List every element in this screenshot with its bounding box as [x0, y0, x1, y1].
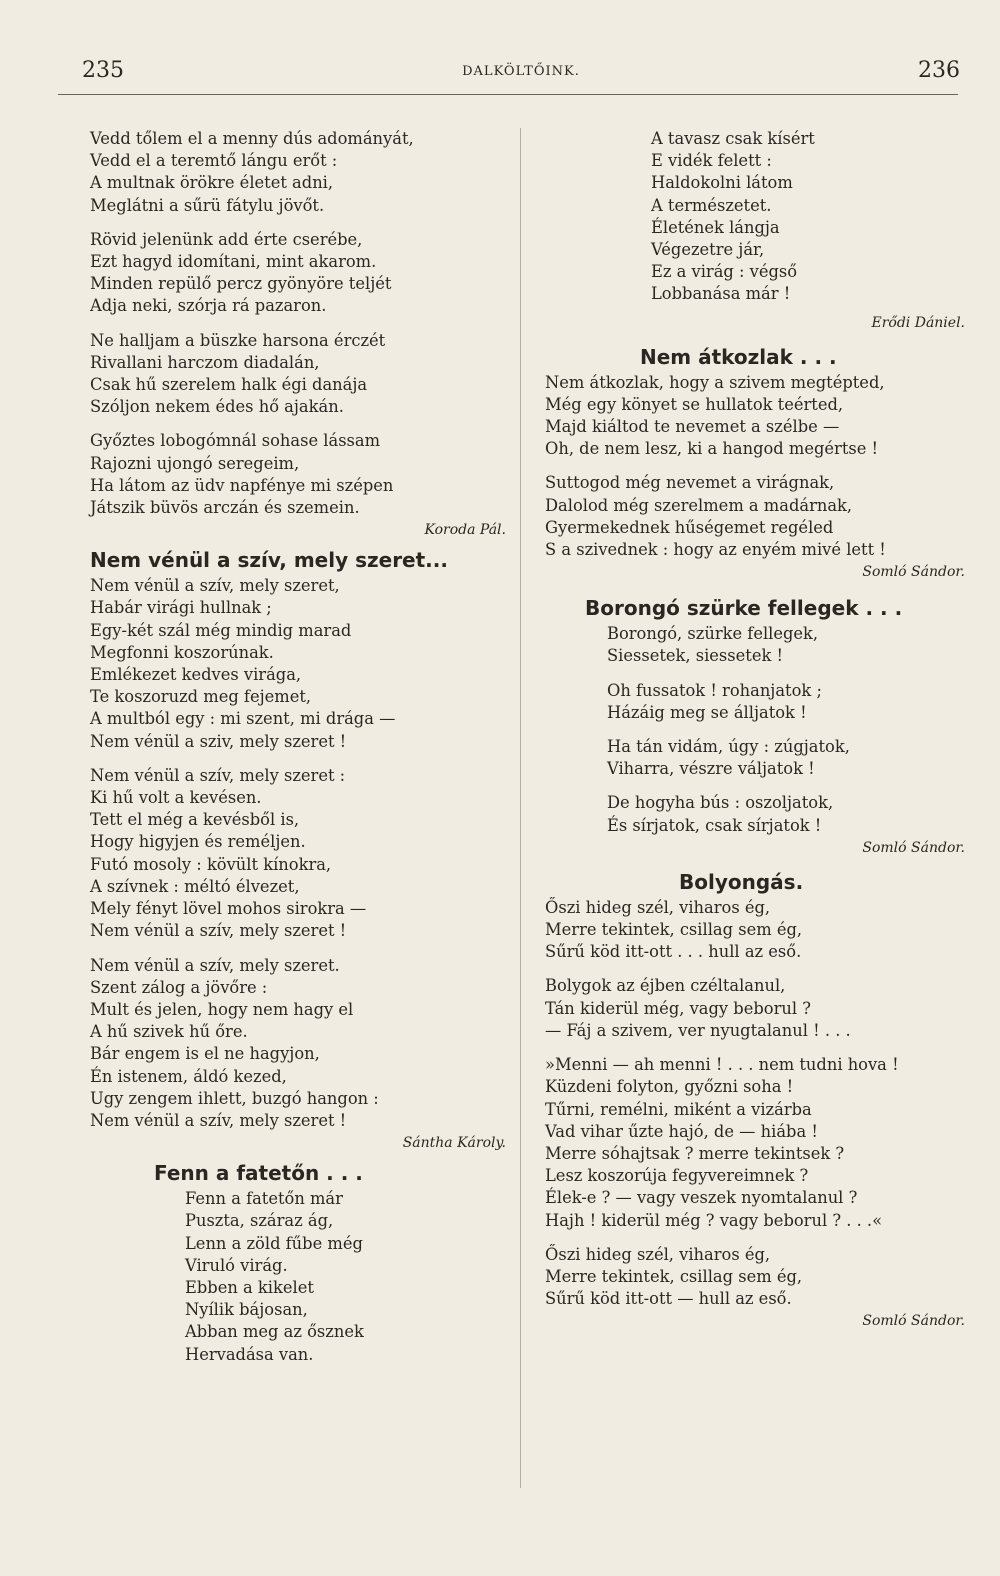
verse-line: Bár engem is el ne hagyjon, — [90, 1044, 320, 1064]
poem2-author: Sántha Károly. — [402, 1135, 506, 1152]
poem5-stanza2 — [545, 680, 965, 724]
verse-line: Élek-e ? — vagy veszek nyomtalanul ? — [545, 1188, 858, 1208]
verse-line: Játszik büvös arczán és szemein. — [90, 498, 360, 518]
verse-line: Mult és jelen, hogy nem hagy el — [90, 999, 354, 1019]
poem6-stanza3 — [545, 1054, 965, 1232]
poem5-title: Borongó szürke fellegek . . . — [585, 596, 903, 621]
poem1-stanza2 — [90, 229, 506, 318]
verse-line: Dalolod még szerelmem a madárnak, — [545, 495, 853, 515]
right-page-number: 236 — [918, 58, 960, 83]
poem6-author: Somló Sándor. — [862, 1313, 965, 1330]
verse-line: Adja neki, szórja rá pazaron. — [90, 296, 327, 316]
verse-line: Sűrű köd itt-ott . . . hull az eső. — [545, 942, 802, 962]
verse-line: Suttogod még nevemet a virágnak, — [545, 473, 835, 493]
verse-line: S a szivednek : hogy az enyém mivé lett ! — [545, 540, 886, 560]
verse-line: Tán kiderül még, vagy beborul ? — [545, 998, 811, 1018]
verse-line: Siessetek, siessetek ! — [607, 646, 784, 666]
verse-line: Merre sóhajtsak ? merre tekintsek ? — [545, 1143, 845, 1163]
verse-line: Én istenem, áldó kezed, — [90, 1066, 287, 1086]
verse-line: Ezt hagyd idomítani, mint akarom. — [90, 252, 377, 272]
verse-line: Végezetre jár, — [651, 240, 765, 260]
verse-line: »Menni — ah menni ! . . . nem tudni hova ! — [545, 1055, 899, 1075]
verse-line: Őszi hideg szél, viharos ég, — [545, 897, 771, 917]
verse-line: Csak hű szerelem halk égi danája — [90, 375, 368, 395]
poem1-stanza3 — [90, 330, 506, 419]
verse-line: Életének lángja — [651, 217, 780, 237]
verse-line: Hajh ! kiderül még ? vagy beborul ? . . .« — [545, 1210, 883, 1230]
verse-line: Szóljon nekem édes hő ajakán. — [90, 397, 344, 417]
poem3-stanza2 — [545, 128, 965, 306]
verse-line: Gyermekednek hűségemet regéled — [545, 517, 834, 537]
verse-line: Fenn a fatetőn már — [185, 1189, 343, 1209]
verse-line: Ebben a kikelet — [185, 1277, 314, 1297]
verse-line: A természetet. — [651, 195, 772, 215]
verse-line: Te koszoruzd meg fejemet, — [90, 687, 312, 707]
verse-line: Mely fényt lövel mohos sirokra — — [90, 899, 367, 919]
verse-line: Házáig meg se álljatok ! — [607, 702, 807, 722]
verse-line: — Fáj a szivem, ver nyugtalanul ! . . . — [545, 1020, 851, 1040]
page-header — [82, 58, 960, 92]
poem2-stanza3 — [90, 955, 506, 1133]
poem2-title: Nem vénül a szív, mely szeret... — [90, 548, 448, 573]
header-rule — [58, 94, 958, 95]
left-column — [90, 128, 506, 1366]
verse-line: Ha látom az üdv napfénye mi szépen — [90, 475, 394, 495]
verse-line: Puszta, száraz ág, — [185, 1211, 334, 1231]
poem6-stanza1 — [545, 897, 965, 964]
verse-line: Nyílik bájosan, — [185, 1300, 308, 1320]
verse-line: Még egy könyet se hullatok teérted, — [545, 394, 844, 414]
poem6-stanza4 — [545, 1244, 965, 1311]
verse-line: De hogyha bús : oszoljatok, — [607, 793, 834, 813]
poem3-stanza1 — [90, 1188, 506, 1366]
verse-line: Merre tekintek, csillag sem ég, — [545, 1266, 803, 1286]
right-column — [545, 128, 965, 1332]
poem4-stanza2 — [545, 472, 965, 561]
verse-line: Ne halljam a büszke harsona érczét — [90, 330, 386, 350]
verse-line: Emlékezet kedves virága, — [90, 665, 302, 685]
verse-line: Nem vénül a sziv, mely szeret ! — [90, 731, 347, 751]
verse-line: Haldokolni látom — [651, 173, 793, 193]
verse-line: Meglátni a sűrü fátylu jövőt. — [90, 195, 325, 215]
poem2-stanza2 — [90, 765, 506, 943]
verse-line: Habár virági hullnak ; — [90, 598, 272, 618]
poem1-stanza1 — [90, 128, 506, 217]
verse-line: Nem vénül a szív, mely szeret. — [90, 955, 340, 975]
poem1-author: Koroda Pál. — [424, 522, 506, 539]
verse-line: A hű szivek hű őre. — [90, 1022, 248, 1042]
verse-line: Lobbanása már ! — [651, 284, 791, 304]
verse-line: Minden repülő percz gyönyöre teljét — [90, 274, 392, 294]
verse-line: Hervadása van. — [185, 1344, 314, 1364]
verse-line: E vidék felett : — [651, 151, 772, 171]
poem1-stanza4 — [90, 430, 506, 519]
verse-line: Majd kiáltod te nevemet a szélbe — — [545, 417, 840, 437]
verse-line: Rajozni ujongó seregeim, — [90, 453, 300, 473]
verse-line: Oh fussatok ! rohanjatok ; — [607, 680, 822, 700]
left-page-number: 235 — [82, 58, 124, 83]
verse-line: Viruló virág. — [185, 1255, 288, 1275]
verse-line: Bolygok az éjben czéltalanul, — [545, 976, 786, 996]
verse-line: Lenn a zöld fűbe még — [185, 1233, 363, 1253]
poem3-title: Fenn a fatetőn . . . — [154, 1161, 363, 1186]
verse-line: Hogy higyjen és reméljen. — [90, 832, 306, 852]
running-title: DALKÖLTŐINK. — [462, 64, 580, 79]
verse-line: Egy-két szál még mindig marad — [90, 620, 352, 640]
verse-line: A tavasz csak kísért — [651, 129, 815, 148]
verse-line: Győztes lobogómnál sohase lássam — [90, 431, 381, 451]
verse-line: Nem vénül a szív, mely szeret ! — [90, 921, 347, 941]
verse-line: Őszi hideg szél, viharos ég, — [545, 1244, 771, 1264]
verse-line: Sűrű köd itt-ott — hull az eső. — [545, 1289, 792, 1309]
poem5-stanza4 — [545, 792, 965, 836]
verse-line: Vedd el a teremtő lángu erőt : — [90, 151, 338, 171]
verse-line: Merre tekintek, csillag sem ég, — [545, 920, 803, 940]
verse-line: Abban meg az ősznek — [185, 1322, 364, 1342]
verse-line: Nem vénül a szív, mely szeret ! — [90, 1110, 347, 1130]
poem6-stanza2 — [545, 975, 965, 1042]
poem2-stanza1 — [90, 575, 506, 753]
verse-line: Oh, de nem lesz, ki a hangod megértse ! — [545, 439, 879, 459]
verse-line: Tett el még a kevésből is, — [90, 810, 300, 830]
verse-line: Nem átkozlak, hogy a szivem megtépted, — [545, 372, 885, 392]
verse-line: Nem vénül a szív, mely szeret : — [90, 765, 346, 785]
verse-line: A multból egy : mi szent, mi drága — — [90, 709, 396, 729]
verse-line: Ugy zengem ihlett, buzgó hangon : — [90, 1088, 379, 1108]
verse-line: Rövid jelenünk add érte cserébe, — [90, 229, 363, 249]
verse-line: Ez a virág : végső — [651, 262, 798, 282]
verse-line: A szívnek : méltó élvezet, — [90, 876, 300, 896]
verse-line: A multnak örökre életet adni, — [90, 173, 334, 193]
poem5-author: Somló Sándor. — [862, 839, 965, 856]
poem4-title: Nem átkozlak . . . — [640, 344, 837, 369]
verse-line: Megfonni koszorúnak. — [90, 642, 274, 662]
verse-line: És sírjatok, csak sírjatok ! — [607, 815, 822, 835]
verse-line: Lesz koszorúja fegyvereimnek ? — [545, 1166, 809, 1186]
verse-line: Tűrni, remélni, miként a vizárba — [545, 1099, 812, 1119]
poem5-stanza1 — [545, 623, 965, 667]
column-divider — [520, 128, 521, 1488]
verse-line: Nem vénül a szív, mely szeret, — [90, 576, 340, 596]
verse-line: Viharra, vészre váljatok ! — [607, 759, 815, 779]
verse-line: Futó mosoly : kövült kínokra, — [90, 854, 332, 874]
poem5-stanza3 — [545, 736, 965, 780]
verse-line: Rivallani harczom diadalán, — [90, 352, 320, 372]
verse-line: Küzdeni folyton, győzni soha ! — [545, 1077, 794, 1097]
poem6-title: Bolyongás. — [679, 869, 804, 894]
poem3-author: Erődi Dániel. — [871, 314, 965, 331]
poem4-author: Somló Sándor. — [862, 564, 965, 581]
verse-line: Vedd tőlem el a menny dús adományát, — [90, 129, 414, 148]
verse-line: Borongó, szürke fellegek, — [607, 624, 819, 644]
verse-line: Ki hű volt a kevésen. — [90, 788, 262, 808]
verse-line: Ha tán vidám, úgy : zúgjatok, — [607, 737, 850, 757]
verse-line: Szent zálog a jövőre : — [90, 977, 268, 997]
verse-line: Vad vihar űzte hajó, de — hiába ! — [545, 1121, 818, 1141]
poem4-stanza1 — [545, 372, 965, 461]
